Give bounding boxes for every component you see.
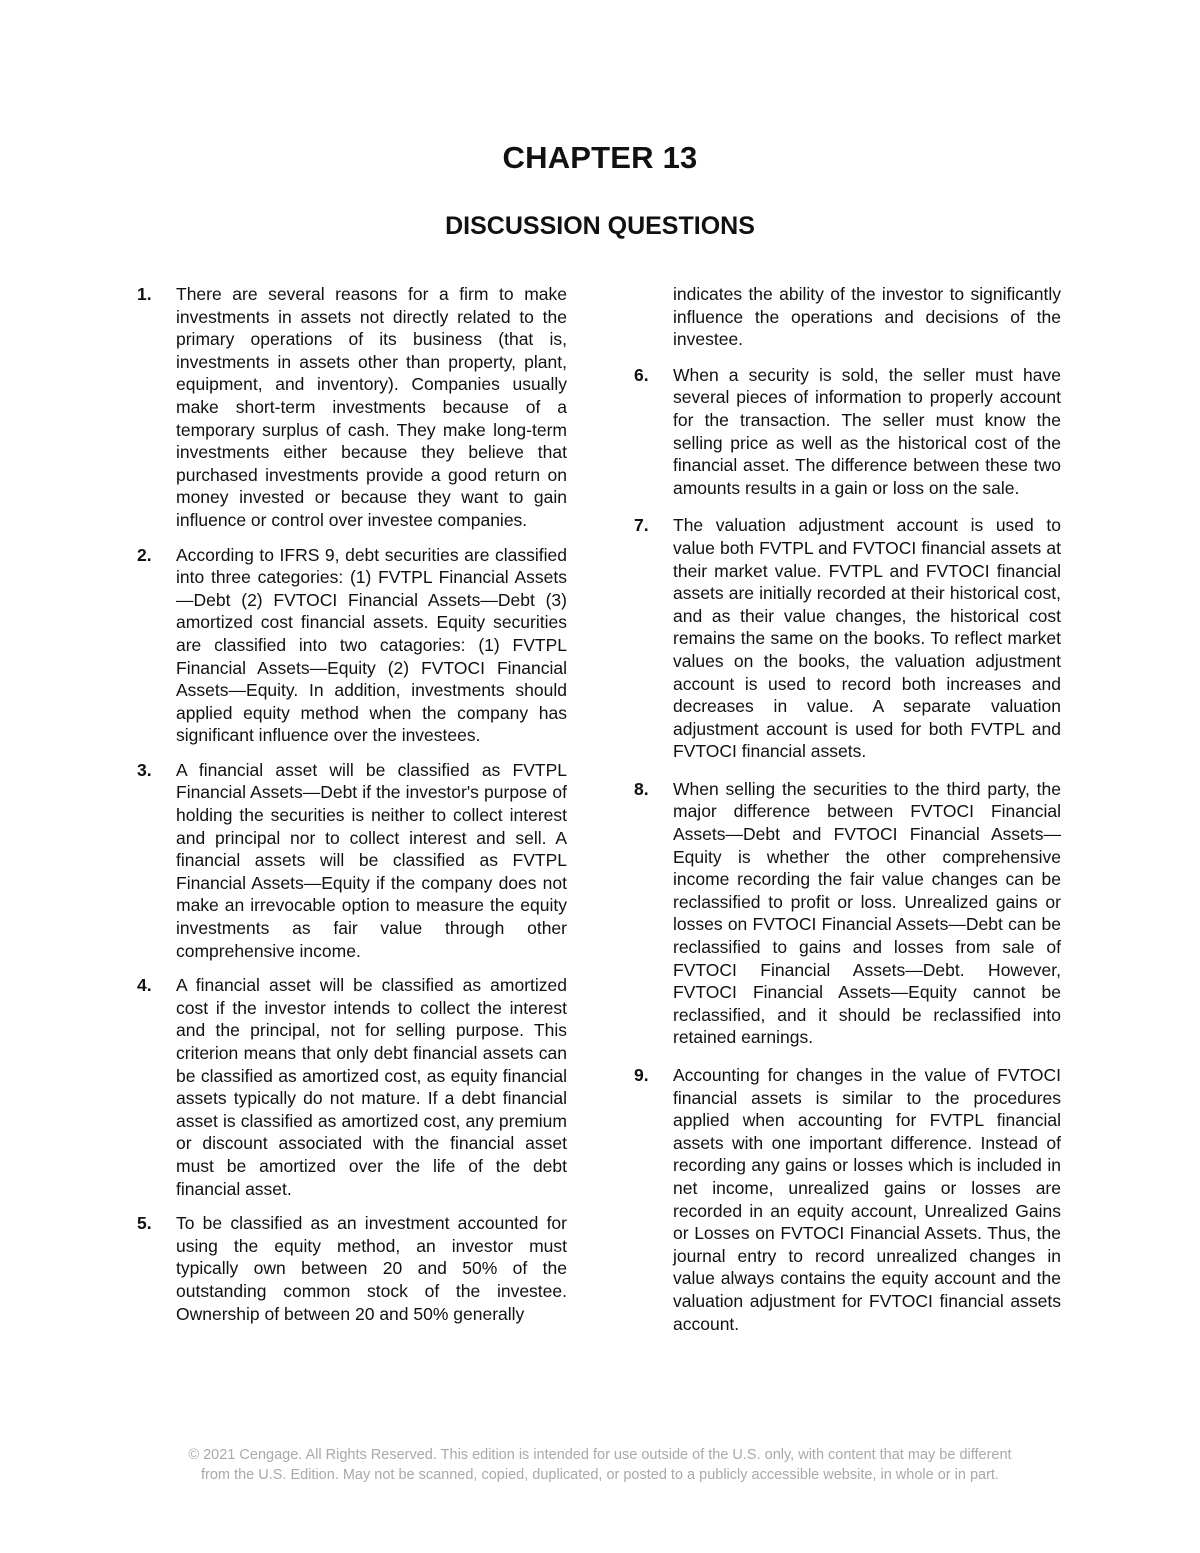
question-text: To be classified as an investment accounted for using the equity method, an investor must typically own between 20 and 50% of the outstanding common stock of the investee. Ownership of between 20 and 50% generally	[176, 1213, 567, 1324]
question-text: The valuation adjustment account is used to value both FVTPL and FVTOCI financial assets at their market value. FVTPL and FVTOCI financial assets are initially recorded at their historical cost, and as their value changes, the historical cost remains the same on the books. To reflect market values on the books, the valuation adjustment account is used to record both increases and decreases in value. A separate valuation adjustment account is used for both FVTPL and FVTOCI financial assets.	[673, 515, 1061, 762]
question-item	[634, 778, 1061, 1049]
right-column	[634, 283, 1061, 1350]
question-number: 2.	[137, 544, 152, 565]
section-title: DISCUSSION QUESTIONS	[445, 212, 755, 240]
question-number: 1.	[137, 284, 152, 304]
footer-line: from the U.S. Edition. May not be scanned, copied, duplicated, or posted to a publicly accessible website, in whole or in part.	[201, 1467, 999, 1483]
question-text: When selling the securities to the third party, the major difference between FVTOCI Financial Assets—Debt and FVTOCI Financial Assets—Equity is whether the other comprehensive income recording the fair value changes can be reclassified to profit or loss. Unrealized gains or losses on FVTOCI Financial Assets—Debt can be reclassified to gains and losses from sale of FVTOCI Financial Assets—Debt. However, FVTOCI Financial Assets—Equity cannot be reclassified, and it should be reclassified into retained earnings.	[673, 778, 1061, 1048]
question-item	[137, 974, 567, 1200]
question-item	[634, 1064, 1061, 1335]
question-text: According to IFRS 9, debt securities are classified into three categories: (1) FVTPL Financial Assets—Debt (2) FVTOCI Financial Assets—Debt (3) amortized cost financial assets. Equity securities are classified into two catagories: (1) FVTPL Financial Assets—Equity (2) FVTOCI Financial Assets—Equity. In addition, investments should applied equity method when the company has significant influence over the investees.	[176, 544, 567, 746]
question-text: When a security is sold, the seller must have several pieces of information to properly account for the transaction. The seller must know the selling price as well as the historical cost of the financial asset. The difference between these two amounts results in a gain or loss on the sale.	[673, 364, 1061, 498]
question-item	[137, 759, 567, 962]
question-number: 8.	[634, 778, 649, 799]
footer-line: © 2021 Cengage. All Rights Reserved. This edition is intended for use outside of the U.S. only, with content that may be different	[188, 1447, 1012, 1463]
chapter-title: CHAPTER 13	[502, 140, 698, 175]
question-item	[137, 544, 567, 747]
question-number: 9.	[634, 1065, 649, 1085]
question-item	[634, 364, 1061, 500]
question-text: A financial asset will be classified as FVTPL Financial Assets—Debt if the investor's purpose of holding the securities is neither to collect interest and principal nor to collect interest and sell. A financial assets will be classified as FVTPL Financial Assets—Equity if the company does not make an irrevocable option to measure the equity investments as fair value through other comprehensive income.	[176, 759, 567, 961]
question-number: 3.	[137, 759, 152, 780]
question-continuation	[634, 283, 1061, 351]
question-number: 5.	[137, 1213, 152, 1234]
question-text: There are several reasons for a firm to make investments in assets not directly related to the primary operations of its business (that is, investments in assets other than property, plant, equipment, and inventory). Companies usually make short-term investments because of a temporary surplus of cash. They make long-term investments either because they believe that purchased investments provide a good return on money invested or because they want to gain influence or control over investee companies.	[176, 284, 567, 530]
copyright-footer	[0, 1445, 1200, 1485]
question-item	[137, 283, 567, 532]
question-number: 7.	[634, 515, 649, 536]
question-text: Accounting for changes in the value of FVTOCI financial assets is similar to the procedures applied when accounting for FVTPL financial assets with one important difference. Instead of recording any gains or losses which is included in net income, unrealized gains or losses are recorded in an equity account, Unrealized Gains or Losses on FVTOCI Financial Assets. Thus, the journal entry to record unrealized changes in value always contains the equity account and the valuation adjustment for FVTOCI financial assets account.	[673, 1065, 1061, 1334]
question-item	[137, 1212, 567, 1325]
question-item	[634, 514, 1061, 763]
question-number: 6.	[634, 364, 649, 385]
question-number: 4.	[137, 975, 152, 996]
question-text: indicates the ability of the investor to significantly influence the operations and decisions of the investee.	[673, 284, 1061, 350]
left-column	[137, 283, 567, 1337]
question-text: A financial asset will be classified as amortized cost if the investor intends to collect the interest and the principal, not for selling purpose. This criterion means that only debt financial assets can be classified as amortized cost, as equity financial assets typically do not mature. If a debt financial asset is classified as amortized cost, any premium or discount associated with the financial asset must be amortized over the life of the debt financial asset.	[176, 975, 567, 1199]
